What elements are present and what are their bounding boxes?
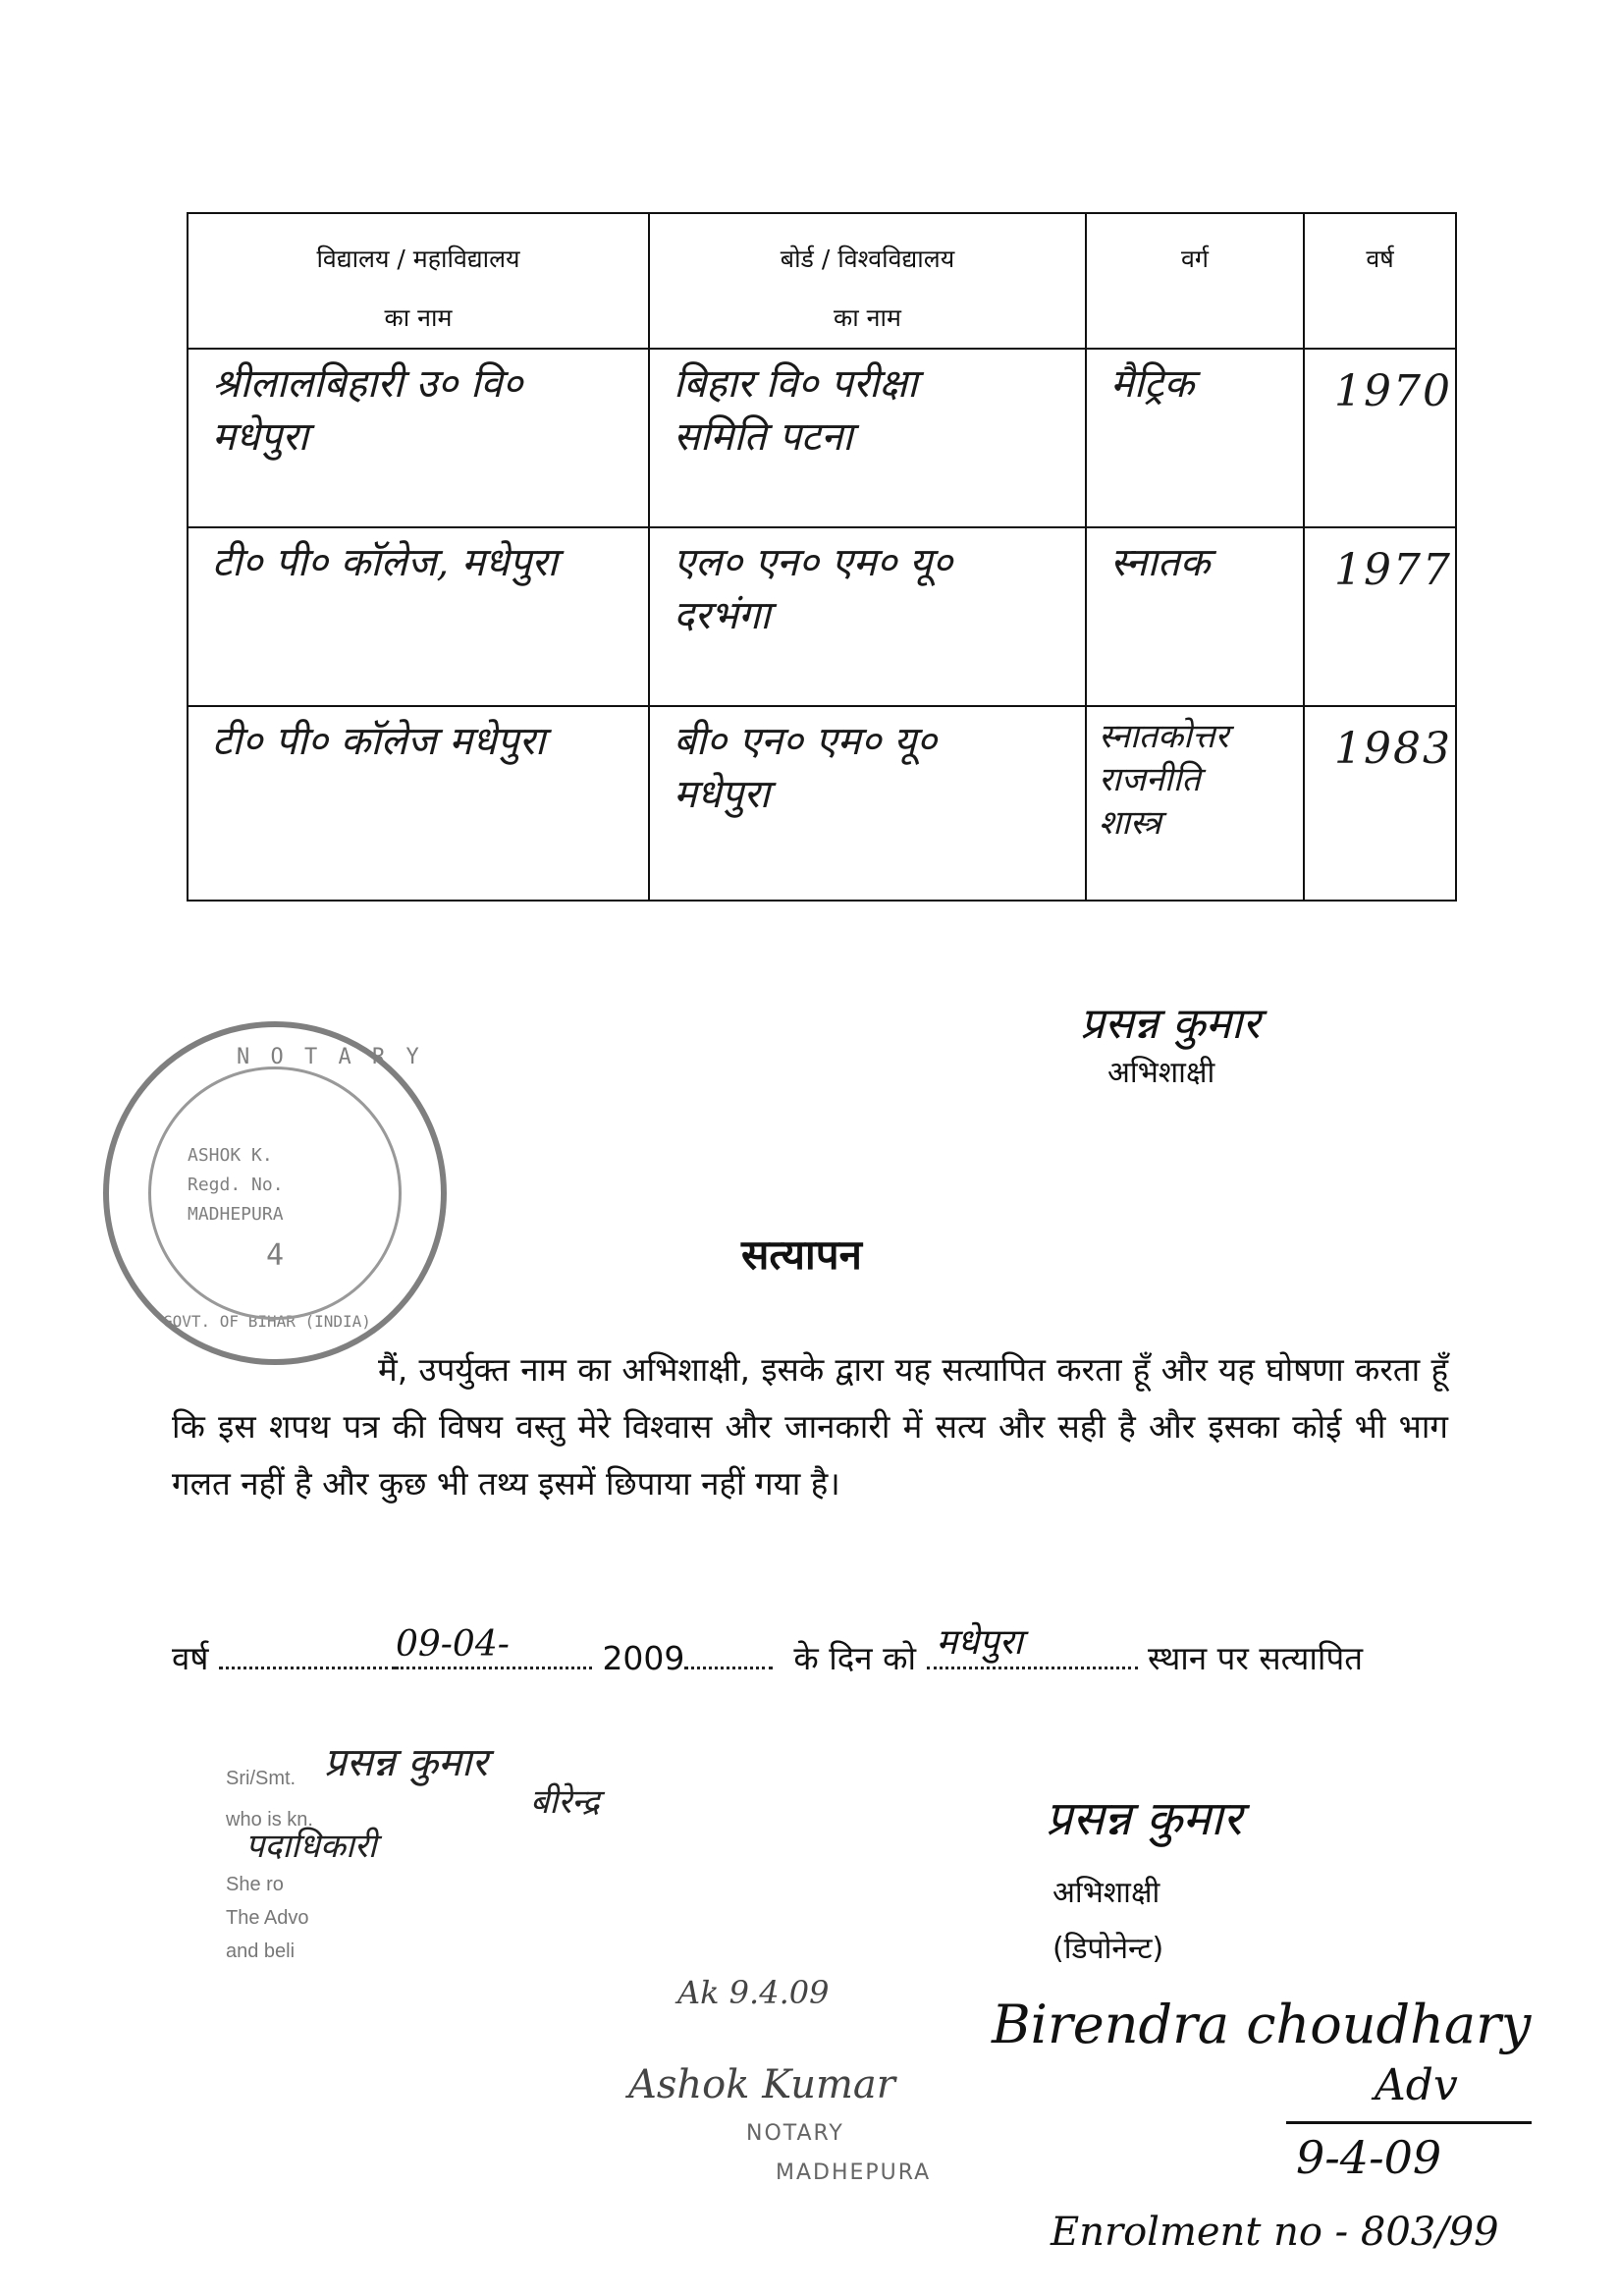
seal-line: ASHOK K. — [188, 1145, 273, 1166]
attestation-stamp: Sri/Smt. who is kn. She ro The Advo and beli प्रसन्न कुमार बीरेन्द्र पदाधिकारी — [226, 1748, 697, 1984]
deponent-role: (डिपोनेन्ट) — [1052, 1932, 1164, 1966]
deponent-signature-top: प्रसन्न कुमार — [1080, 999, 1261, 1049]
notary-initials: Ak 9.4.09 — [677, 1974, 830, 2011]
seal-line: Regd. No. — [188, 1175, 284, 1195]
signature-underline — [1286, 2121, 1532, 2124]
header-school: विद्यालय / महाविद्यालय का नाम — [188, 213, 649, 349]
header-class: वर्ग — [1086, 213, 1304, 349]
table-row — [188, 349, 1456, 527]
seal-number: 4 — [266, 1238, 285, 1273]
verification-paragraph: मैं, उपर्युक्त नाम का अभिशाक्षी, इसके द्वारा यह सत्यापित करता हूँ और यह घोषणा करता हूँ कि इस शपथ पत्र की विषय वस्तु मेरे विश्वास और जानकारी में सत्य और सही है और इसका कोई भी भाग गलत नहीं है और कुछ भी तथ्य इसमें छिपाया नहीं गया है। — [172, 1350, 1448, 1503]
cell-year: 1983 — [1334, 724, 1452, 774]
cell-class: स्नातक — [1110, 540, 1211, 585]
cell-school: टी० पी० कॉलेज, मधेपुरा — [212, 540, 558, 585]
advocate-enrolment: Enrolment no - 803/99 — [1051, 2210, 1499, 2255]
cell-year: 1970 — [1334, 366, 1452, 416]
advocate-title: Adv — [1375, 2060, 1458, 2110]
place-value: मधेपुरा — [936, 1622, 1023, 1663]
cell-year: 1977 — [1334, 545, 1452, 595]
seal-line: MADHEPURA — [188, 1204, 284, 1225]
cell-class: मैट्रिक — [1110, 361, 1195, 407]
header-board: बोर्ड / विश्वविद्यालय का नाम — [649, 213, 1086, 349]
table-row — [188, 706, 1456, 901]
advocate-name: Birendra choudhary — [992, 1994, 1532, 2055]
notary-address: MADHEPURA — [776, 2160, 932, 2185]
seal-bottom-text: GOVT. OF BIHAR (INDIA) — [163, 1312, 371, 1331]
advocate-date: 9-4-09 — [1296, 2131, 1442, 2184]
year-printed: 2009 — [602, 1639, 685, 1677]
notary-seal — [103, 1021, 447, 1365]
header-year: वर्ष — [1304, 213, 1456, 349]
notary-title: NOTARY — [746, 2121, 844, 2146]
attest-name: प्रसन्न कुमार — [324, 1740, 488, 1785]
cell-board: एल० एन० एम० यू० दरभंगा — [674, 540, 953, 638]
cell-class: स्नातकोत्तर राजनीति शास्त्र — [1099, 717, 1229, 843]
cell-board: बिहार वि० परीक्षा समिति पटना — [674, 361, 918, 460]
table-header-row — [188, 213, 1456, 349]
date-value: 09-04- — [395, 1624, 510, 1665]
date-place-line: वर्ष 09-04- 2009 के दिन को मधेपुरा स्थान पर सत्यापित — [172, 1635, 1458, 1679]
deponent-label-bottom: अभिशाक्षी — [1052, 1876, 1160, 1910]
verification-heading: सत्यापन — [741, 1230, 862, 1279]
cell-board: बी० एन० एम० यू० मधेपुरा — [674, 719, 938, 817]
deponent-label-top: अभिशाक्षी — [1107, 1056, 1215, 1090]
seal-ring-text: N O T A R Y — [237, 1045, 423, 1069]
cell-school: श्रीलालबिहारी उ० वि० मधेपुरा — [212, 361, 523, 460]
deponent-signature-bottom: प्रसन्न कुमार — [1046, 1791, 1243, 1846]
attest-role: पदाधिकारी — [245, 1827, 377, 1866]
notary-name: Ashok Kumar — [628, 2062, 895, 2107]
table-row — [188, 527, 1456, 706]
cell-school: टी० पी० कॉलेज मधेपुरा — [212, 719, 546, 764]
education-table — [187, 212, 1457, 902]
attest-identifier: बीरेन्द्र — [530, 1782, 600, 1822]
